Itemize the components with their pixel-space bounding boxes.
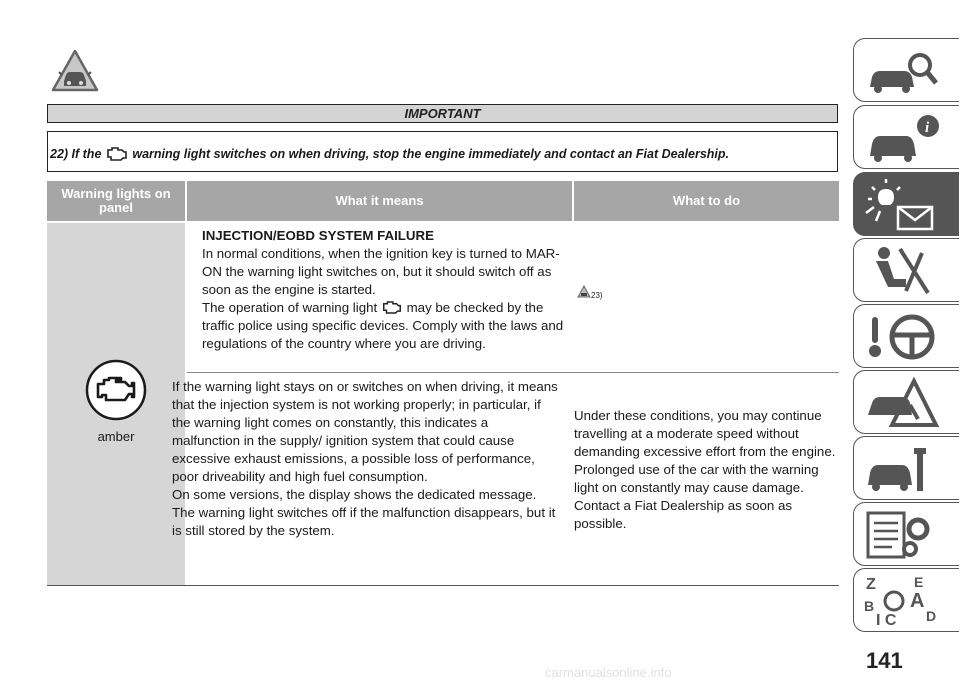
technical-data-icon [862, 507, 942, 563]
meaning-cell-1 [202, 227, 574, 353]
tab-index[interactable] [853, 568, 959, 632]
meaning-2-text-c: The warning light switches off if the malfunction disappears, but it is still stored by the system. [172, 505, 556, 538]
note-reference: 23) [591, 291, 603, 300]
important-note-text: warning light switches on when driving, stop the engine immediately and contact an Fiat Dealership. [132, 147, 729, 161]
emergency-icon [862, 375, 942, 431]
table-bottom-line [47, 585, 839, 586]
tab-safety[interactable] [853, 238, 959, 302]
svg-text:E: E [914, 574, 924, 590]
maintenance-icon [862, 441, 942, 497]
meaning-1-text-b [202, 299, 574, 353]
tab-knowing-your-car[interactable] [853, 105, 959, 169]
todo-2-text-a: Under these conditions, you may continue travelling at a moderate speed without demanding excessive effort from the engine. Prolonged use of the car with the warning light on constantly may cause damage. [574, 408, 836, 495]
meaning-2-text: If the warning light stays on or switches on when driving, it means that the injection system is not working properly; in particular, if the warning light comes on constantly, this indicates a malfunction in the supply/ ignition system that could cause excessive exhaust emissions, a possible loss of performance, poor driveability and high fuel consumption. [172, 379, 558, 484]
car-search-icon [862, 43, 942, 99]
row-divider [187, 372, 839, 373]
failure-title: INJECTION/EOBD SYSTEM FAILURE [202, 228, 434, 243]
header-what-to-do: What to do [574, 181, 839, 221]
page-number: 141 [866, 648, 903, 673]
tab-emergency[interactable] [853, 370, 959, 434]
warning-triangle-icon [577, 285, 591, 298]
warning-lights-icon [862, 177, 942, 233]
tab-starting-driving[interactable] [853, 304, 959, 368]
meaning-cell-2 [172, 378, 558, 540]
tab-technical-data[interactable] [853, 502, 959, 566]
warning-light-table [47, 181, 839, 586]
meaning-1-text-a: In normal conditions, when the ignition key is turned to MAR-ON the warning light switches on, but it should switch off as soon as the engine is started. [202, 246, 560, 297]
index-icon [862, 573, 942, 629]
tab-warning-lights[interactable] [853, 172, 959, 236]
important-note-prefix: 22) If the [50, 147, 102, 161]
svg-text:i: i [925, 120, 930, 136]
header-warning-lights: Warning lights on panel [47, 181, 185, 221]
meaning-1-text-b1: The operation of warning light [202, 300, 378, 315]
svg-text:A: A [910, 590, 925, 612]
tab-maintenance[interactable] [853, 436, 959, 500]
engine-warning-icon [381, 300, 403, 314]
warning-light-cell [47, 223, 185, 586]
todo-2-text-b: Contact a Fiat Dealership as soon as possible. [574, 498, 793, 531]
svg-text:Z: Z [866, 576, 876, 593]
todo-cell-2 [574, 407, 844, 533]
watermark: carmanualsonline.info [545, 665, 672, 680]
tab-getting-to-know-car[interactable] [853, 38, 959, 102]
engine-check-light-icon [85, 359, 147, 421]
meaning-2-text-b: On some versions, the display shows the dedicated message. [172, 487, 537, 502]
warning-triangle-icon [50, 48, 100, 94]
svg-text:I C: I C [876, 612, 897, 629]
engine-warning-icon [105, 146, 129, 161]
important-note [47, 131, 838, 172]
important-heading: IMPORTANT [47, 104, 838, 123]
meaning-1-text-b2: may be checked by the traffic police using specific devices. Comply with the laws and regulations of the country where you are driving. [202, 300, 564, 351]
svg-text:D: D [926, 608, 937, 624]
header-what-it-means: What it means [187, 181, 572, 221]
car-info-icon [862, 110, 942, 166]
steering-wheel-icon [862, 309, 942, 365]
safety-seat-icon [862, 243, 942, 299]
todo-cell-1 [577, 285, 603, 305]
svg-text:B: B [864, 598, 875, 614]
light-color-label: amber [97, 429, 135, 444]
